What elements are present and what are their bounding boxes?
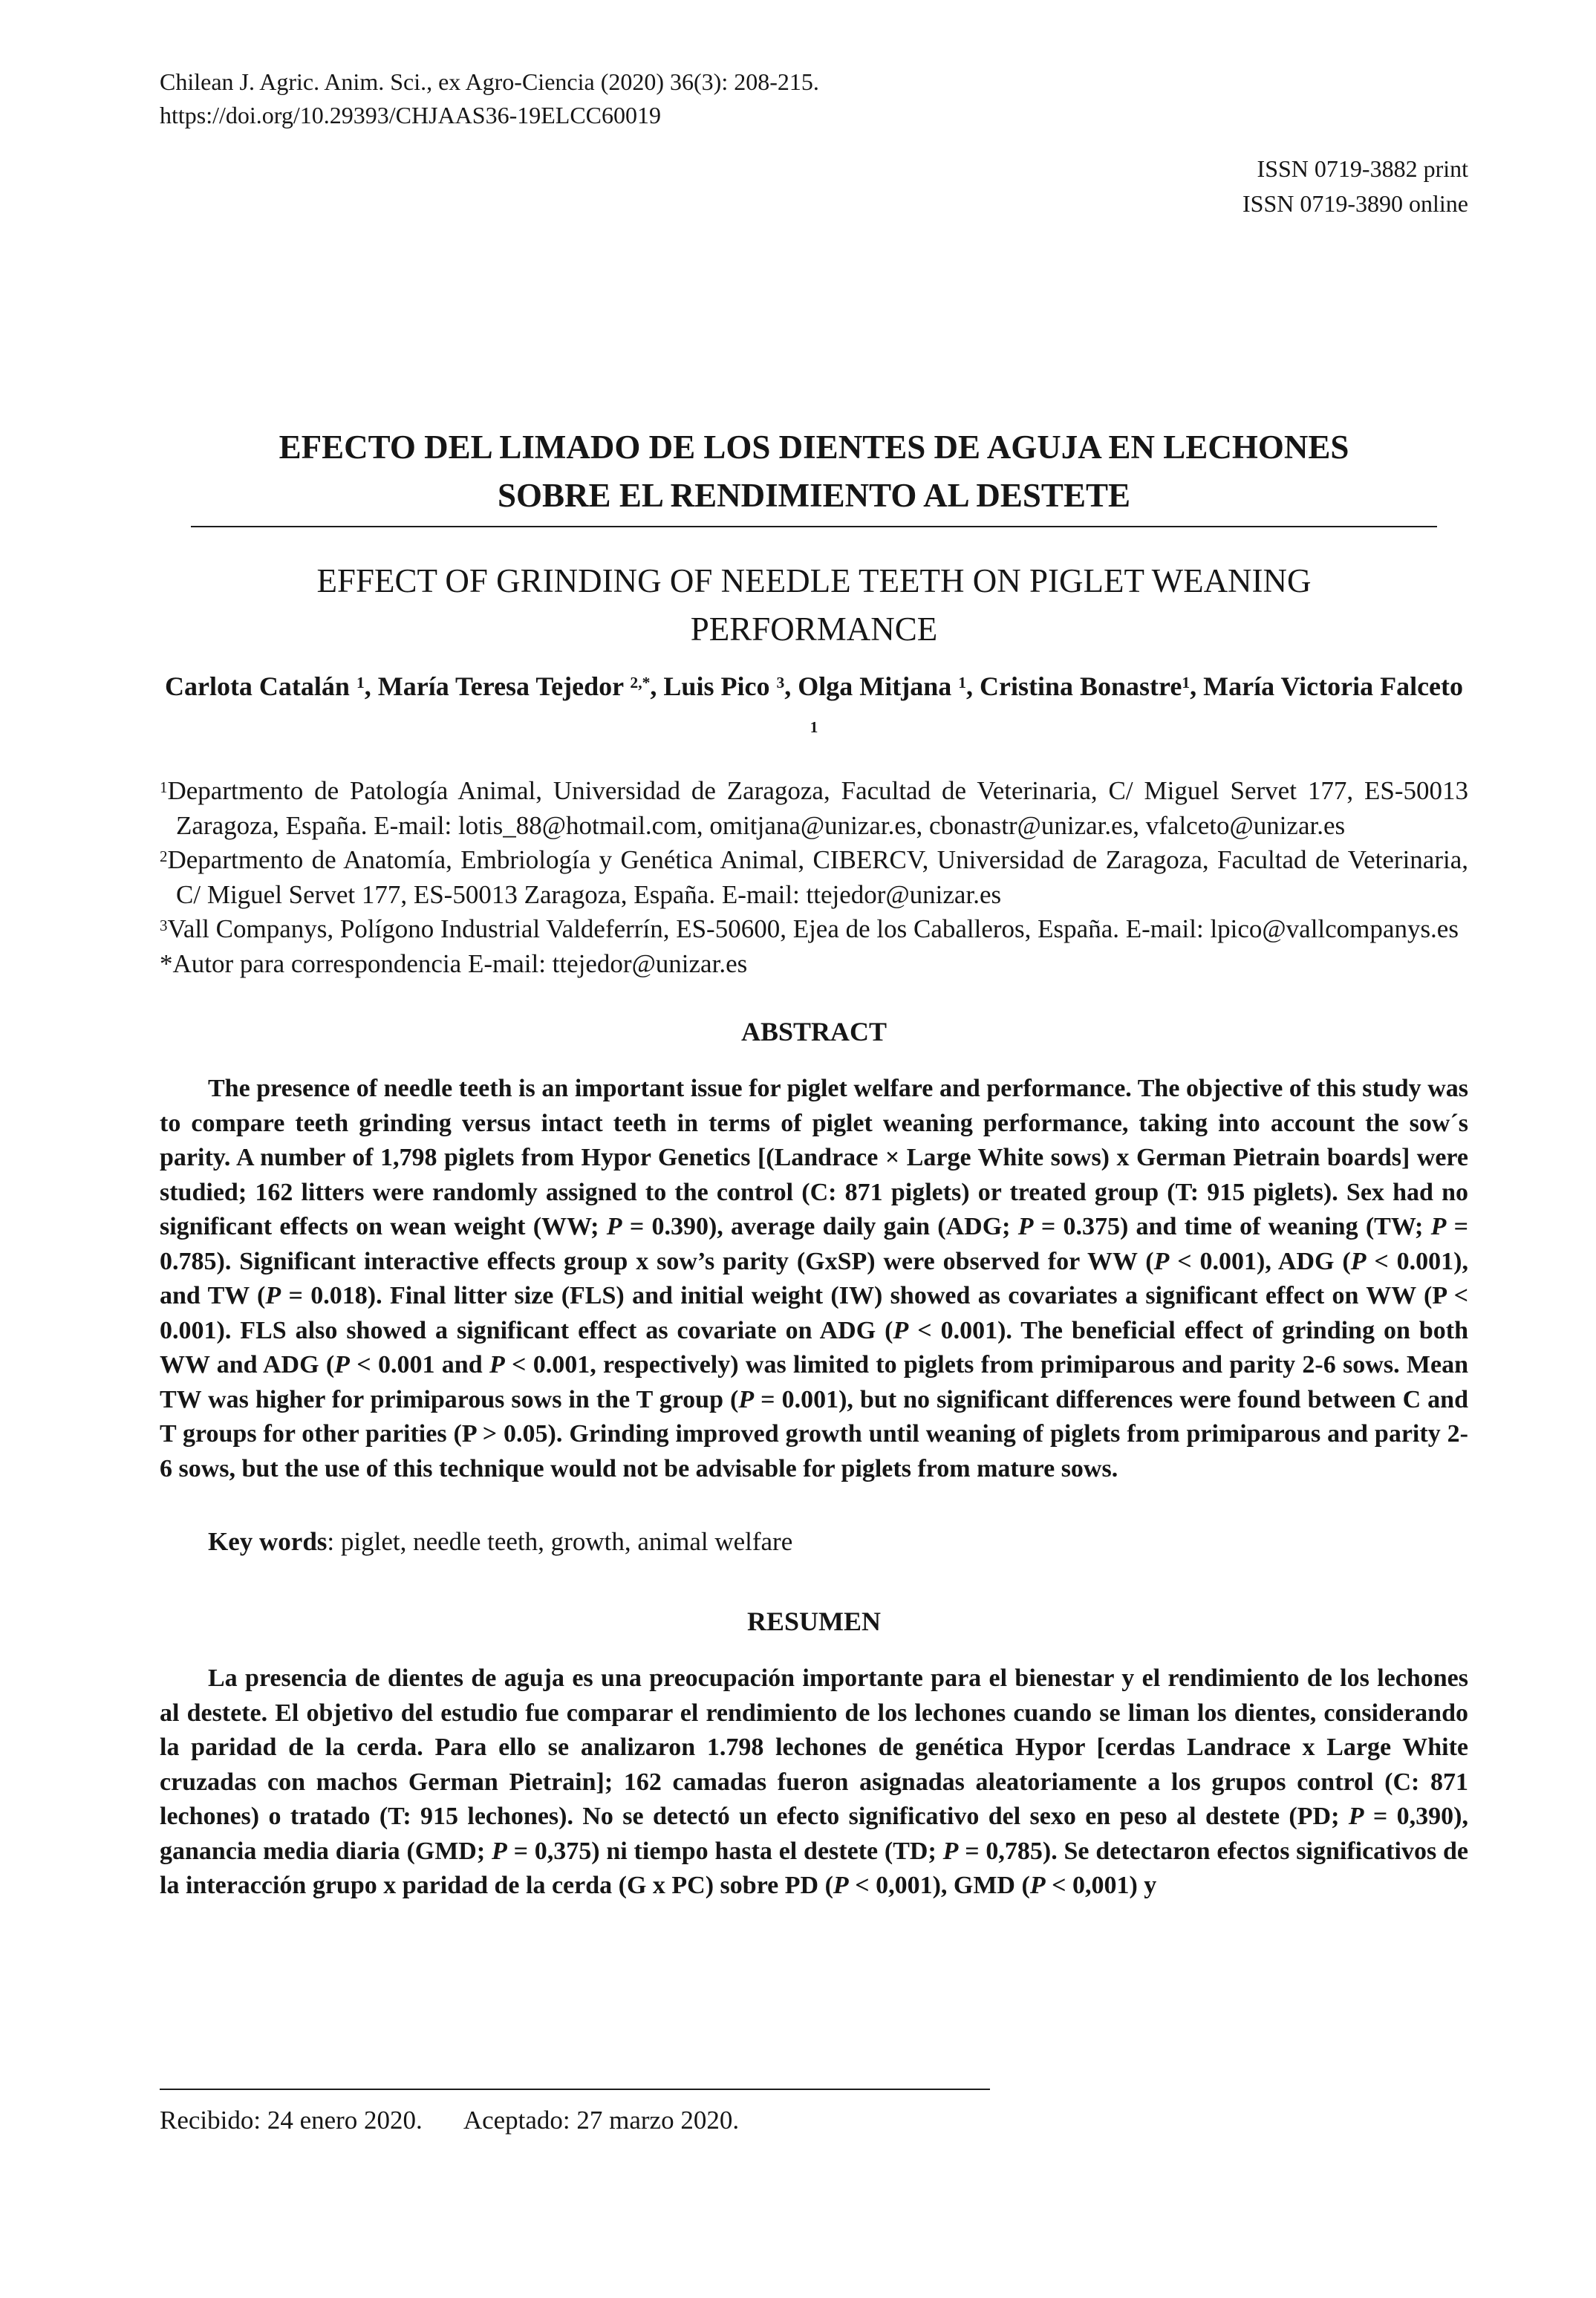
title-english-line1: EFFECT OF GRINDING OF NEEDLE TEETH ON PIGLET WEANING [316,562,1312,599]
affiliation-2: $^2$Departmento de Anatomía, Embriología y Genética Animal, CIBERCV, Universidad de Zaragoza, Facultad de Veterinaria, C/ Miguel Servet 177, ES-50013 Zaragoza, España. E-mail: ttejedor@unizar.es [160,845,1468,909]
title-spanish-line1: EFECTO DEL LIMADO DE LOS DIENTES DE AGUJA EN LECHONES [279,429,1349,466]
title-english [160,557,1468,654]
resumen-heading: RESUMEN [746,1607,882,1636]
footer-divider [160,2089,990,2090]
resumen-text: La presencia de dientes de aguja es una preocupación importante para el bienestar y el rendimiento de los lechones al destete. El objetivo del estudio fue comparar el rendimiento de los lechones cuando se liman los dientes, considerando la paridad de la cerda. Para ello se analizaron 1.798 lechones de genética Hypor [cerdas Landrace x Large White cruzadas con machos German Pietrain]; 162 camadas fueron asignadas aleatoriamente a los grupos control (C: 871 lechones) o tratado (T: 915 lechones). No se detectó un efecto significativo del sexo en peso al destete (PD; P = 0,390), ganancia media diaria (GMD; P = 0,375) ni tiempo hasta el destete (TD; P = 0,785). Se detectaron efectos significativos de la interacción grupo x paridad de la cerda (G x PC) sobre PD (P < 0,001), GMD (P < 0,001) y [160,1664,1468,1899]
authors-line: Carlota Catalán $^1$, María Teresa Tejedor $^{2,*}$, Luis Pico $^3$, Olga Mitjana $^1$, Cristina Bonastre$^1$, María Victoria Falceto $^1$ [164,671,1464,737]
affiliation-1: $^1$Departmento de Patología Animal, Universidad de Zaragoza, Facultad de Veterinaria, C/ Miguel Servet 177, ES-50013 Zaragoza, España. E-mail: lotis_88@hotmail.com, omitjana@unizar.es, cbonastr@unizar.es, vfalceto@unizar.es [160,776,1468,840]
issn-online: ISSN 0719-3890 online [1242,190,1468,217]
dates-line [160,2103,1468,2138]
title-divider [191,526,1437,527]
keywords-label: Key words [208,1527,328,1556]
abstract-heading: ABSTRACT [740,1017,887,1047]
title-spanish-line2: SOBRE EL RENDIMIENTO AL DESTETE [498,477,1130,514]
affiliation-3: $^3$Vall Companys, Polígono Industrial Valdeferrín, ES-50600, Ejea de los Caballeros, España. E-mail: lpico@vallcompanys.es [160,914,1459,943]
doi-line: https://doi.org/10.29393/CHJAAS36-19ELCC60019 [160,102,662,128]
keywords-values: : piglet, needle teeth, growth, animal welfare [327,1527,793,1556]
received-date: Recibido: 24 enero 2020. [160,2106,423,2135]
issn-print: ISSN 0719-3882 print [1257,155,1468,182]
page-footer [160,2089,1468,2138]
keywords-line [160,1525,1468,1559]
accepted-date: Aceptado: 27 marzo 2020. [463,2106,740,2135]
affiliations-block [160,774,1468,981]
title-spanish [160,423,1468,520]
title-english-line2: PERFORMANCE [690,611,938,648]
abstract-text: The presence of needle teeth is an important issue for piglet welfare and performance. The objective of this study was to compare teeth grinding versus intact teeth in terms of piglet weaning performance, taking into account the sow´s parity. A number of 1,798 piglets from Hypor Genetics [(Landrace × Large White sows) x German Pietrain boards] were studied; 162 litters were randomly assigned to the control (C: 871 piglets) or treated group (T: 915 piglets). Sex had no significant effects on wean weight (WW; P = 0.390), average daily gain (ADG; P = 0.375) and time of weaning (TW; P = 0.785). Significant interactive effects group x sow’s parity (GxSP) were observed for WW (P < 0.001), ADG (P < 0.001), and TW (P = 0.018). Final litter size (FLS) and initial weight (IW) showed as covariates a significant effect on WW (P < 0.001). FLS also showed a significant effect as covariate on ADG (P < 0.001). The beneficial effect of grinding on both WW and ADG (P < 0.001 and P < 0.001, respectively) was limited to piglets from primiparous and parity 2-6 sows. Mean TW was higher for primiparous sows in the T group (P = 0.001), but no significant differences were found between C and T groups for other parities (P > 0.05). Grinding improved growth until weaning of piglets from primiparous and parity 2-6 sows, but the use of this technique would not be advisable for piglets from mature sows. [160,1075,1469,1482]
journal-reference-block [160,65,1468,132]
issn-block [160,152,1468,221]
corresponding-author-note: *Autor para correspondencia E-mail: ttejedor@unizar.es [160,948,748,978]
journal-citation-line: Chilean J. Agric. Anim. Sci., ex Agro-Ciencia (2020) 36(3): 208-215. [160,68,819,95]
